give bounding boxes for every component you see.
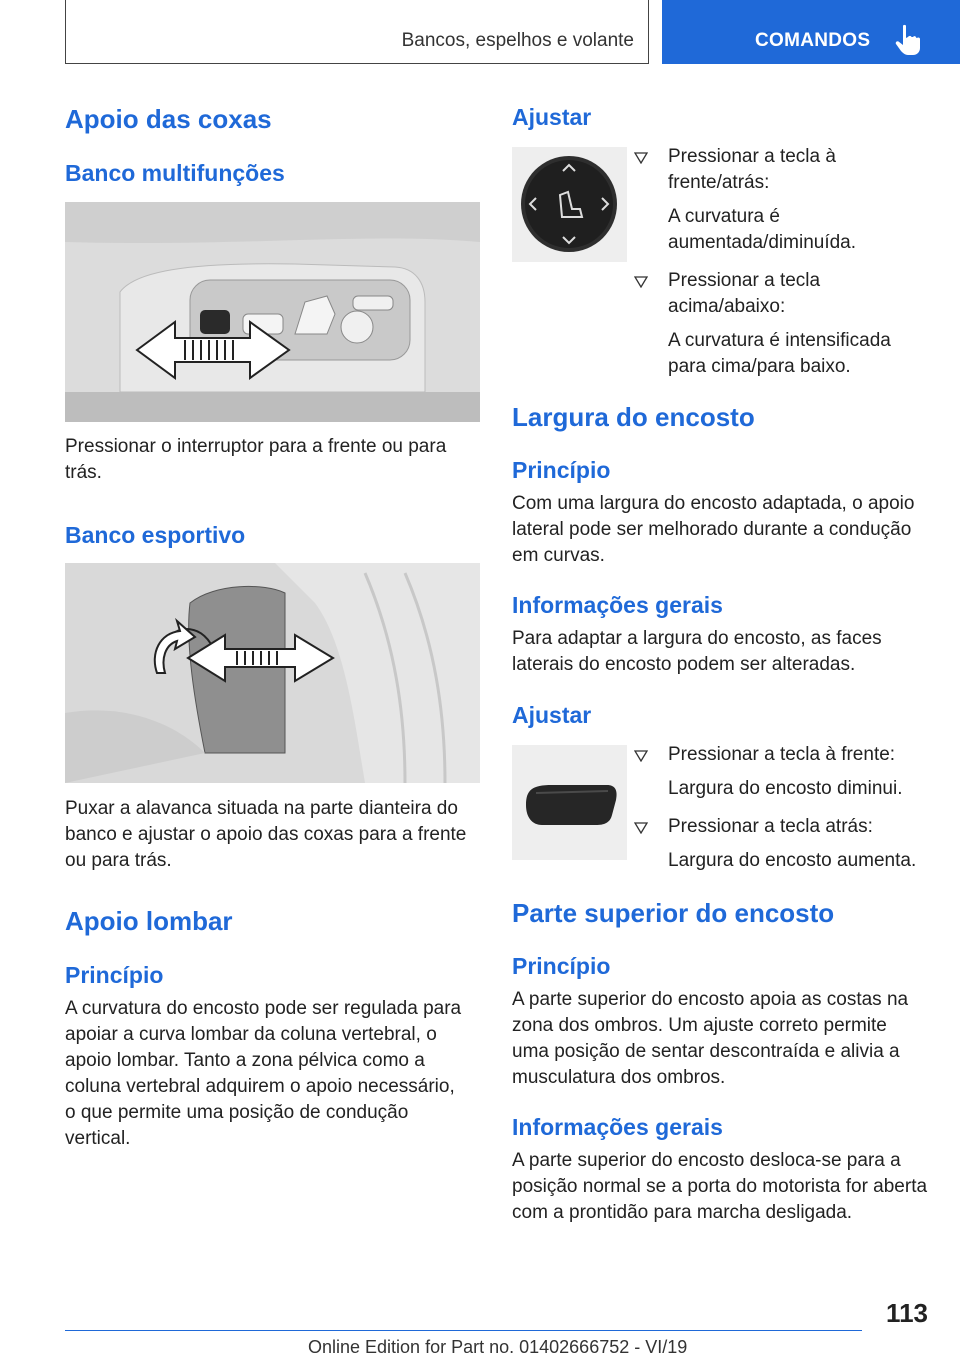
text-multifunction-instructions: Pressionar o interruptor para a frente ou para trás. bbox=[65, 436, 447, 483]
text-width-principle: Com uma largura do encosto adaptada, o apoio lateral pode ser melhorado durante a condução em curvas. bbox=[512, 493, 915, 566]
image-width-control-button bbox=[512, 745, 627, 860]
text-width-info: Para adaptar a largura do encosto, as faces laterais do encosto podem ser alteradas. bbox=[512, 628, 882, 675]
heading-lumbar-support: Apoio lombar bbox=[65, 906, 233, 936]
heading-upper-backrest: Parte superior do encosto bbox=[512, 898, 835, 928]
step-result: A curvatura é aumentada/diminuída. bbox=[668, 206, 857, 253]
photo-multifunction-seat-switch bbox=[65, 202, 480, 422]
header-chapter-box bbox=[65, 0, 649, 64]
step-action: Pressionar a tecla atrás: bbox=[668, 816, 873, 837]
bullet-triangle-icon bbox=[634, 750, 648, 762]
heading-sport-seat: Banco esportivo bbox=[65, 522, 246, 548]
chapter-title: Bancos, espelhos e volante bbox=[401, 30, 634, 51]
bullet-triangle-icon bbox=[634, 822, 648, 834]
step-result: A curvatura é intensificada para cima/para baixo. bbox=[668, 330, 891, 377]
heading-general-info-upper: Informações gerais bbox=[512, 1114, 723, 1140]
step-result: Largura do encosto diminui. bbox=[668, 778, 903, 799]
bullet-triangle-icon bbox=[634, 276, 648, 288]
text-upper-info: A parte superior do encosto desloca-se para a posição normal se a porta do motorista for aberta com a prontidão para marcha desligada. bbox=[512, 1150, 928, 1223]
heading-multifunction-seat: Banco multifunções bbox=[65, 160, 285, 186]
list-item bbox=[630, 144, 930, 256]
step-result: Largura do encosto aumenta. bbox=[668, 850, 917, 871]
heading-principle-upper: Princípio bbox=[512, 953, 611, 979]
step-action: Pressionar a tecla à frente/atrás: bbox=[668, 146, 836, 193]
image-lumbar-control-button bbox=[512, 147, 627, 262]
heading-backrest-width: Largura do encosto bbox=[512, 402, 755, 432]
photo-sport-seat-lever bbox=[65, 563, 480, 783]
edition-note: Online Edition for Part no. 01402666752 - VI/19 bbox=[308, 1337, 688, 1357]
step-action: Pressionar a tecla à frente: bbox=[668, 744, 896, 765]
step-action: Pressionar a tecla acima/abaixo: bbox=[668, 270, 821, 317]
section-title: COMANDOS bbox=[755, 30, 871, 51]
heading-thigh-support: Apoio das coxas bbox=[65, 104, 272, 134]
list-item bbox=[630, 268, 930, 380]
text-lumbar-principle: A curvatura do encosto pode ser regulada para apoiar a curva lombar da coluna vertebral, o apoio lombar. Tanto a zona pélvica como a coluna vertebral adquirem o apoio necessário, o que permite uma posição de condução vertical. bbox=[65, 998, 462, 1149]
bullet-triangle-icon bbox=[634, 152, 648, 164]
text-sport-seat-instructions: Puxar a alavanca situada na parte dianteira do banco e ajustar o apoio das coxas para a frente ou para trás. bbox=[65, 798, 467, 871]
header-section-box bbox=[662, 0, 960, 64]
heading-principle-lumbar: Princípio bbox=[65, 962, 164, 988]
pointing-hand-icon bbox=[895, 24, 921, 56]
list-adjust-width bbox=[630, 742, 930, 874]
text-upper-principle: A parte superior do encosto apoia as costas na zona dos ombros. Um ajuste correto permite uma posição de sentar descontraída e alivia a musculatura dos ombros. bbox=[512, 989, 909, 1088]
list-adjust-lumbar bbox=[630, 144, 930, 380]
heading-principle-width: Princípio bbox=[512, 457, 611, 483]
heading-adjust-lumbar: Ajustar bbox=[512, 104, 592, 130]
list-item bbox=[630, 814, 930, 874]
page-number: 113 bbox=[886, 1298, 928, 1328]
heading-general-info-width: Informações gerais bbox=[512, 592, 723, 618]
footer-divider bbox=[65, 1330, 862, 1331]
heading-adjust-width: Ajustar bbox=[512, 702, 592, 728]
list-item bbox=[630, 742, 930, 802]
